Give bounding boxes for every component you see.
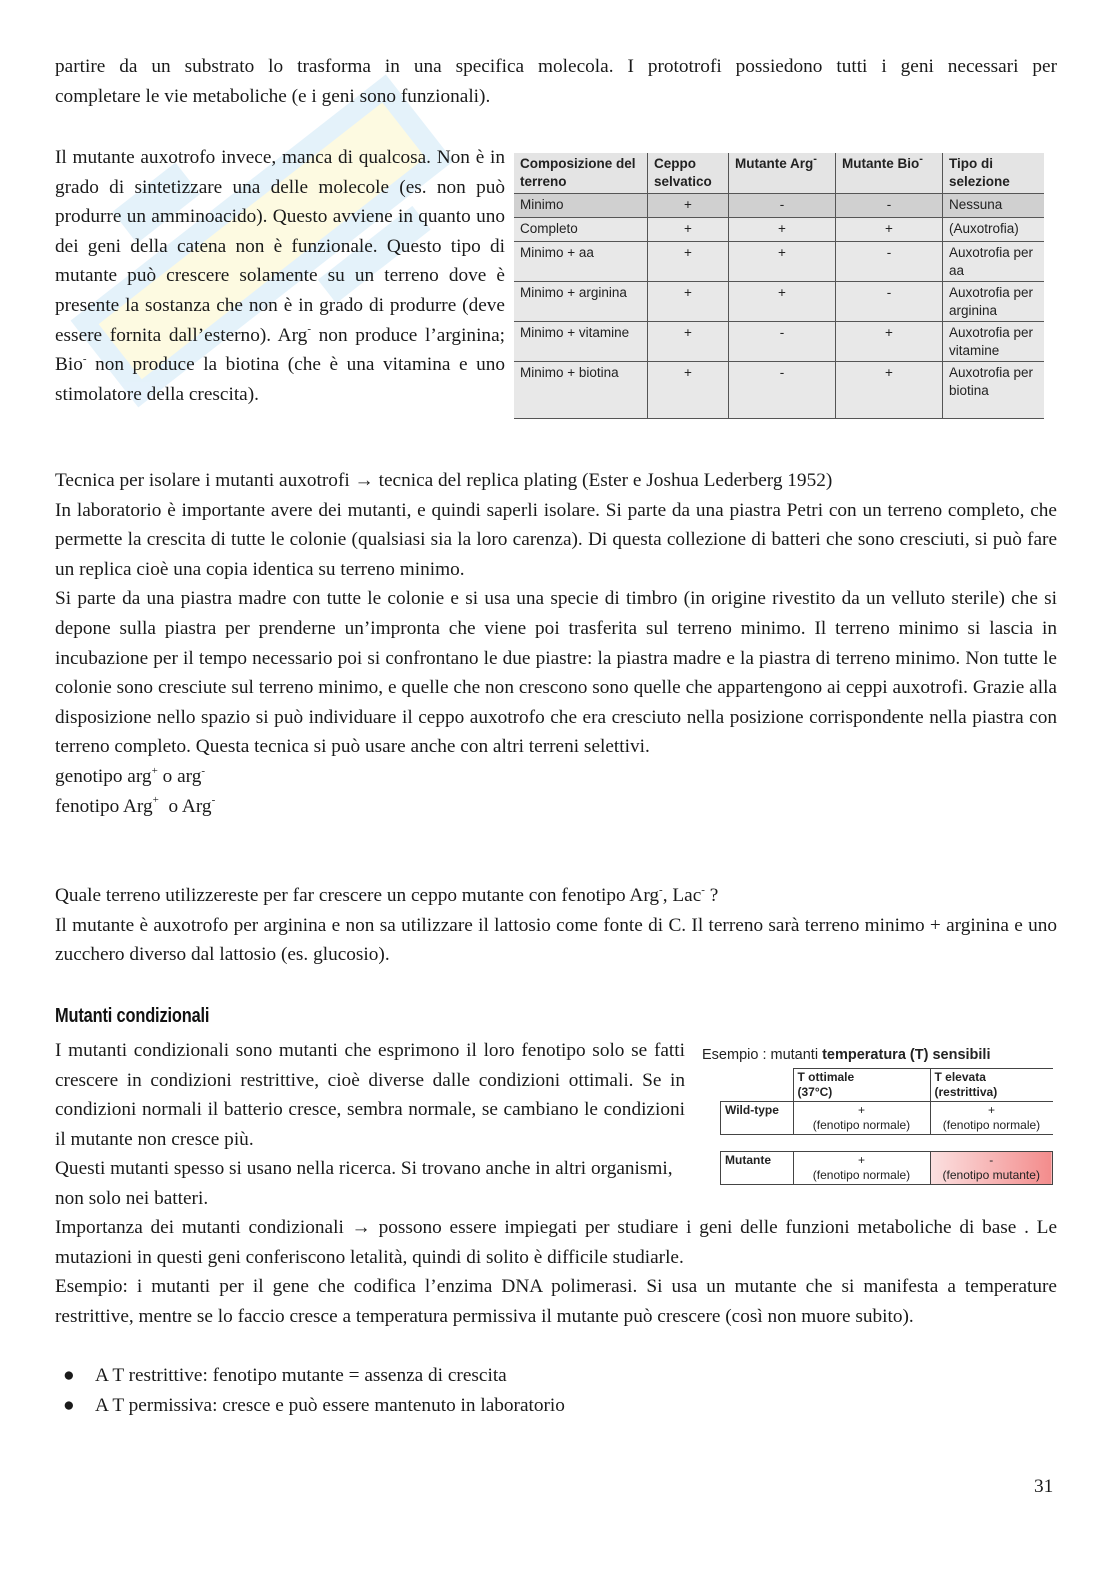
table-row xyxy=(721,1102,1053,1135)
spacer-cell xyxy=(721,1135,1053,1152)
question-text-c: ? xyxy=(704,885,719,906)
plus-sup: + xyxy=(152,794,159,807)
table-cell: (Auxotrofia) xyxy=(943,218,1045,242)
question-line xyxy=(55,881,1057,911)
header-text: Mutante Bio xyxy=(842,156,920,171)
condizionali-paragraph-3: Importanza dei mutanti condizionali → possono essere impiegati per studiare i geni delle funzioni metaboliche di base . Le mutazioni in questi geni conferiscono letalità, quindi di solito è difficile studiarle. xyxy=(55,1217,1057,1268)
table-header-cell xyxy=(793,1069,930,1102)
col1-b: (37°C) xyxy=(797,1085,833,1099)
replica-paragraph-1: In laboratorio è importante avere dei mutanti, e quindi saperli isolare. Si parte da una piastra Petri con un terreno completo, che permette la crescita di tutte le colonie (qualsiasi sia la loro carenza). Di questa collezione di batteri che sono cresciuti, si può fare un replica cioè una copia identica su terreno minimo. xyxy=(55,499,1057,580)
table-corner-cell xyxy=(721,1069,794,1102)
table-header-row xyxy=(514,153,1044,194)
table-cell: Minimo xyxy=(514,194,648,218)
bullet-icon: ● xyxy=(63,1394,75,1416)
table-cell: + xyxy=(836,322,943,362)
phenotype-label: (fenotipo normale) xyxy=(812,1168,911,1182)
table-cell: + xyxy=(648,242,729,282)
plus-sign: + xyxy=(987,1103,995,1117)
table-cell: + xyxy=(648,282,729,322)
condizionali-paragraph-2: Questi mutanti spesso si usano nella ricerca. Si trovano anche in altri organismi, non solo nei batteri. xyxy=(55,1158,673,1209)
list-item-text: A T restrittive: fenotipo mutante = assenza di crescita xyxy=(95,1365,507,1386)
table-cell: Auxotrofia per arginina xyxy=(943,282,1045,322)
auxotrofo-text-c: non produce la biotina (che è una vitamina e uno stimolatore della crescita). xyxy=(55,354,505,405)
table-cell: + xyxy=(648,362,729,419)
header-sup: - xyxy=(919,152,923,165)
arg-minus-sup: - xyxy=(307,323,311,336)
condizionali-text xyxy=(55,1036,685,1214)
auxotrofo-text-b: non produce l’arginina; Bio xyxy=(55,324,505,376)
table-cell xyxy=(793,1152,930,1185)
table-header-cell: Composizione del terreno xyxy=(514,153,648,194)
intro-line-1: partire da un substrato lo trasforma in una specifica molecola. I prototrofi possiedono tutti i geni necessari per xyxy=(55,56,1057,77)
table-header-cell xyxy=(729,153,836,194)
col2-a: T elevata xyxy=(934,1070,986,1084)
table-cell: + xyxy=(729,242,836,282)
plus-sign: + xyxy=(857,1103,865,1117)
table-header-row xyxy=(721,1069,1053,1102)
table-row xyxy=(721,1152,1053,1185)
table-cell: Minimo + arginina xyxy=(514,282,648,322)
plus-sup: + xyxy=(151,764,158,777)
table-row xyxy=(514,242,1044,282)
table-cell: Auxotrofia per vitamine xyxy=(943,322,1045,362)
section-heading: Mutanti condizionali xyxy=(55,1005,210,1027)
table-cell: + xyxy=(648,218,729,242)
table-cell: + xyxy=(729,282,836,322)
table-cell: Auxotrofia per biotina xyxy=(943,362,1045,419)
question-text-a: Quale terreno utilizzereste per far crescere un ceppo mutante con fenotipo Arg xyxy=(55,885,660,906)
bullet-list xyxy=(55,1361,565,1420)
table-cell: + xyxy=(648,322,729,362)
minus-sup: - xyxy=(701,883,705,896)
minus-sup: - xyxy=(211,794,216,807)
phenotype-label: (fenotipo mutante) xyxy=(942,1168,1040,1182)
fenotipo-line xyxy=(55,792,1057,822)
table-cell: + xyxy=(729,218,836,242)
table-cell xyxy=(793,1102,930,1135)
temperature-table xyxy=(720,1068,1053,1185)
replica-paragraph-2: Si parte da una piastra madre con tutte le colonie e si usa una specie di timbro (in origine rivestito da un velluto sterile) che si depone sulla piastra per prenderne un’impronta che viene poi trasferita sul terreno minimo. Il terreno minimo si lascia in incubazione per il tempo necessario poi si confrontano le due piastre: la piastra madre e la piastra di terreno minimo. Non tutte le colonie sono cresciute sul terreno minimo, e quelle che non crescono sono quelle che appartengono ai ceppi auxotrofi. Grazie alla disposizione nello spazio si può individuare il ceppo auxotrofo che era cresciuto nella posizione corrispondente nella piastra con terreno completo. Questa tecnica si può usare anche con altri terreni selettivi. xyxy=(55,588,1057,758)
genotipo-or: o arg xyxy=(157,765,202,787)
auxotrofo-text-a: Il mutante auxotrofo invece, manca di qualcosa. Non è in grado di sintetizzare una delle molecole (es. non può produrre un amminoacido). Questo avviene in quanto uno dei geni della catena non è funzionale. Questo tipo di mutante può crescere solamente su un terreno dove è presente la sostanza che non è in grado di produrre (deve essere fornita dall’esterno). Arg xyxy=(55,147,505,346)
table-cell: + xyxy=(836,362,943,419)
intro-line-2: completare le vie metaboliche (e i geni sono funzionali). xyxy=(55,85,491,107)
table-cell: Minimo + biotina xyxy=(514,362,648,419)
table-header-cell xyxy=(836,153,943,194)
replica-plating-section xyxy=(55,466,1057,821)
table-cell: - xyxy=(729,322,836,362)
replica-title-line: Tecnica per isolare i mutanti auxotrofi → tecnica del replica plating (Ester e Joshua Lederberg 1952) xyxy=(55,470,833,491)
genotipo-line xyxy=(55,762,1057,792)
mutante-label: Mutante xyxy=(721,1152,794,1185)
table-cell: Minimo + vitamine xyxy=(514,322,648,362)
question-section xyxy=(55,881,1057,970)
table-cell: + xyxy=(648,194,729,218)
header-text: Mutante Arg xyxy=(735,156,814,171)
table-row xyxy=(514,194,1044,218)
minus-sup: - xyxy=(659,883,663,896)
phenotype-label: (fenotipo normale) xyxy=(812,1118,911,1132)
condizionali-paragraph-4: Esempio: i mutanti per il gene che codifica l’enzima DNA polimerasi. Si usa un mutante che si manifesta a temperature restrittive, mentre se lo faccio cresce a temperatura permissiva il mutante può crescere (così non muore subito). xyxy=(55,1276,1057,1327)
header-sup: - xyxy=(813,152,817,165)
intro-paragraph xyxy=(55,52,1057,111)
list-item-text: A T permissiva: cresce e può essere mantenuto in laboratorio xyxy=(95,1394,565,1416)
fenotipo-or: o Arg xyxy=(158,795,212,817)
table-cell: - xyxy=(729,362,836,419)
table-row xyxy=(514,322,1044,362)
table-cell: Auxotrofia per aa xyxy=(943,242,1045,282)
list-item xyxy=(55,1361,565,1391)
list-item xyxy=(55,1391,565,1421)
fenotipo-label: fenotipo Arg xyxy=(55,795,153,817)
col1-a: T ottimale xyxy=(797,1070,855,1084)
example-title xyxy=(702,1041,990,1071)
table-row xyxy=(514,218,1044,242)
table-cell: - xyxy=(836,282,943,322)
table-header-cell xyxy=(930,1069,1053,1102)
question-text-b: , Lac xyxy=(662,885,702,906)
table-cell-highlight xyxy=(930,1152,1053,1185)
phenotype-label: (fenotipo normale) xyxy=(942,1118,1041,1132)
table-cell: - xyxy=(836,242,943,282)
table-cell: Nessuna xyxy=(943,194,1045,218)
table-row xyxy=(514,362,1044,419)
example-title-b: temperatura (T) sensibili xyxy=(822,1047,991,1063)
plus-sign: + xyxy=(857,1153,865,1167)
bullet-icon: ● xyxy=(63,1365,75,1386)
table-header-cell: Tipo di selezione xyxy=(943,153,1045,194)
minus-sign: - xyxy=(989,1153,994,1167)
table-row xyxy=(514,282,1044,322)
table-spacer-row xyxy=(721,1135,1053,1152)
auxotrofo-paragraph xyxy=(55,143,505,409)
answer-paragraph: Il mutante è auxotrofo per arginina e non sa utilizzare il lattosio come fonte di C. Il terreno sarà terreno minimo + arginina e uno zucchero diverso dal lattosio (es. glucosio). xyxy=(55,914,1057,966)
wild-type-label: Wild-type xyxy=(721,1102,794,1135)
table-cell: - xyxy=(729,194,836,218)
table-cell xyxy=(930,1102,1053,1135)
bio-minus-sup: - xyxy=(82,352,87,365)
table-cell: - xyxy=(836,194,943,218)
condizionali-paragraph-1: I mutanti condizionali sono mutanti che esprimono il loro fenotipo solo se fatti crescere in condizioni restrittive, cioè diverse dalle condizioni ottimali. Se in condizioni normali il batterio cresce, sembra normale, se cambiano le condizioni il mutante non cresce più. xyxy=(55,1040,685,1150)
table-cell: Completo xyxy=(514,218,648,242)
selection-table xyxy=(514,153,1044,419)
table-cell: + xyxy=(836,218,943,242)
table-header-cell: Ceppo selvatico xyxy=(648,153,729,194)
page-number: 31 xyxy=(1034,1476,1054,1497)
example-title-a: Esempio : mutanti xyxy=(702,1047,823,1063)
genotipo-label: genotipo arg xyxy=(55,765,152,787)
condizionali-bottom xyxy=(55,1213,1057,1331)
table-cell: Minimo + aa xyxy=(514,242,648,282)
col2-b: (restrittiva) xyxy=(934,1085,998,1099)
minus-sup: - xyxy=(201,764,206,777)
